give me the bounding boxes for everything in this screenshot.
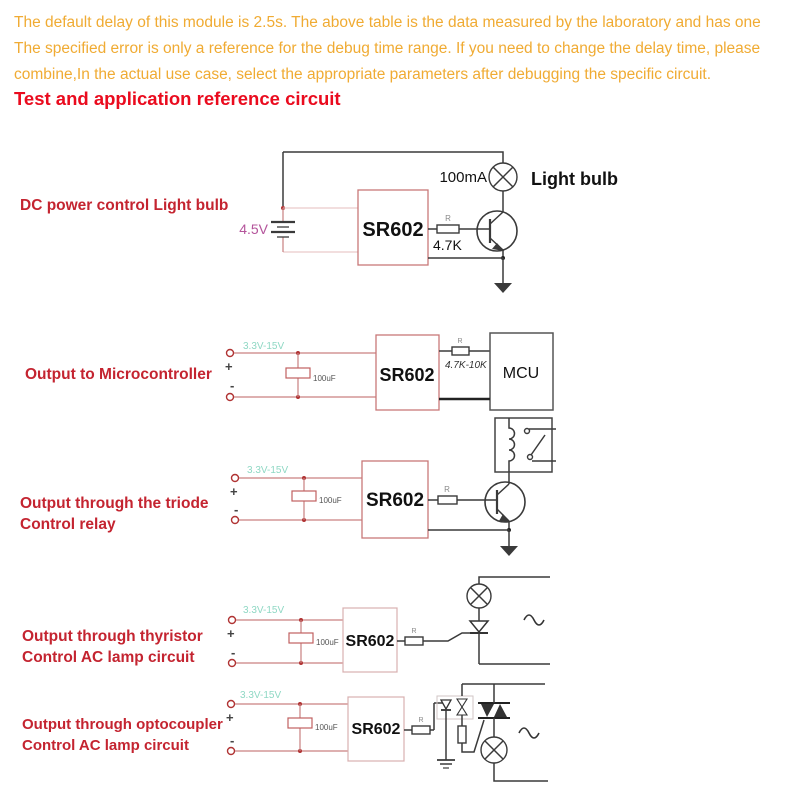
gate-wire (423, 633, 470, 641)
terminal-negative (229, 660, 236, 667)
faint-wire (283, 208, 358, 252)
plus-sign: + (226, 710, 234, 725)
wire (428, 530, 509, 546)
ac-source-icon (519, 728, 539, 738)
ground-icon (500, 546, 518, 556)
intro-line-2: The specified error is only a reference for the debug time range. If you need to change the delay time, please (14, 40, 761, 57)
resistor-name: R (418, 717, 424, 724)
minus-sign: - (231, 645, 236, 660)
chip-name: SR602 (345, 633, 395, 650)
terminal-positive (228, 701, 235, 708)
triac-icon (478, 703, 510, 718)
capacitor-value: 100uF (316, 638, 339, 647)
resistor-name: R (411, 628, 417, 635)
relay-coil (509, 418, 515, 472)
supply-range-label: 3.3V-15V (240, 690, 282, 701)
chip-name: SR602 (379, 365, 435, 385)
circuit3-label-line1: Output through the triode (20, 495, 209, 512)
mcu-label: MCU (502, 365, 540, 382)
intro-line-3: combine,In the actual use case, select the appropriate parameters after debugging the specific circuit. (14, 66, 712, 83)
circuit2-label: Output to Microcontroller (25, 366, 212, 383)
circuit-2-diagram (225, 333, 553, 410)
capacitor-icon (286, 368, 310, 378)
earth-ground-icon (437, 760, 455, 768)
chip-name: SR602 (365, 490, 425, 511)
transistor-icon (485, 482, 525, 522)
resistor-name: R (457, 338, 463, 345)
wire (494, 763, 548, 781)
circuit1-label: DC power control Light bulb (20, 197, 229, 214)
relay-switch (531, 435, 545, 455)
terminal-negative (228, 748, 235, 755)
circuit-1-diagram (239, 152, 618, 293)
terminal-negative (227, 394, 234, 401)
resistor-name: R (445, 214, 451, 223)
capacitor-value: 100uF (313, 374, 336, 383)
circuit5-label-line1: Output through optocoupler (22, 716, 223, 733)
resistor-icon (458, 726, 466, 743)
supply-range-label: 3.3V-15V (243, 605, 285, 616)
chip-name: SR602 (351, 721, 401, 738)
minus-sign: - (230, 733, 235, 748)
terminal-negative (232, 517, 239, 524)
thyristor-triangle (470, 621, 488, 632)
relay-icon (495, 418, 556, 472)
relay-contact (525, 429, 530, 434)
resistor-icon (437, 225, 459, 233)
bulb-text-label: Light bulb (531, 169, 618, 189)
circuit-4-diagram (227, 577, 550, 672)
optocoupler-icon (437, 696, 473, 719)
resistor-name: R (444, 485, 450, 494)
relay-contact (528, 455, 533, 460)
transistor-collector (490, 212, 503, 224)
supply-range-label: 3.3V-15V (243, 341, 285, 352)
wire (283, 152, 503, 163)
phototriac-triangle (457, 707, 467, 715)
ac-source-icon (524, 615, 544, 625)
capacitor-value: 100uF (315, 723, 338, 732)
intro-line-1: The default delay of this module is 2.5s. The above table is the data measured by the laboratory and has one (14, 14, 761, 31)
transistor-icon (477, 211, 517, 251)
triac-triangle (481, 704, 494, 717)
emitter-arrow (499, 514, 510, 522)
capacitor-icon (288, 718, 312, 728)
relay-box (495, 418, 552, 472)
resistor-icon (412, 726, 430, 734)
terminal-positive (229, 617, 236, 624)
terminal-positive (227, 350, 234, 357)
circuit-5-diagram (226, 684, 548, 781)
resistor-icon (438, 496, 457, 504)
ground-icon (494, 283, 512, 293)
capacitor-icon (292, 491, 316, 501)
chip-name: SR602 (362, 219, 424, 241)
resistor-icon (405, 637, 423, 645)
wire (479, 577, 550, 584)
resistor-value: 4.7K-10K (445, 360, 487, 371)
led-triangle (441, 700, 451, 709)
supply-range-label: 3.3V-15V (247, 465, 289, 476)
section-heading: Test and application reference circuit (14, 88, 341, 109)
minus-sign: - (234, 502, 239, 517)
resistor-value: 4.7K (433, 237, 462, 253)
circuit-3-diagram (230, 418, 556, 556)
battery-icon (271, 222, 295, 237)
transistor-collector (497, 484, 509, 495)
terminal-positive (232, 475, 239, 482)
thyristor-icon (470, 621, 488, 633)
supply-voltage-label: 4.5V (239, 221, 268, 237)
circuit4-label-line1: Output through thyristor (22, 628, 203, 645)
emitter-arrow (492, 243, 504, 251)
resistor-icon (452, 347, 469, 355)
triac-triangle (494, 704, 507, 717)
circuit3-label-line2: Control relay (20, 516, 116, 533)
plus-sign: + (225, 359, 233, 374)
plus-sign: + (230, 484, 238, 499)
circuit5-label-line2: Control AC lamp circuit (22, 737, 189, 754)
minus-sign: - (230, 378, 235, 393)
plus-sign: + (227, 626, 235, 641)
wire (428, 258, 503, 283)
bulb-current-label: 100mA (439, 169, 487, 186)
phototriac-triangle (457, 699, 467, 707)
capacitor-value: 100uF (319, 496, 342, 505)
circuit4-label-line2: Control AC lamp circuit (22, 649, 195, 666)
capacitor-icon (289, 633, 313, 643)
